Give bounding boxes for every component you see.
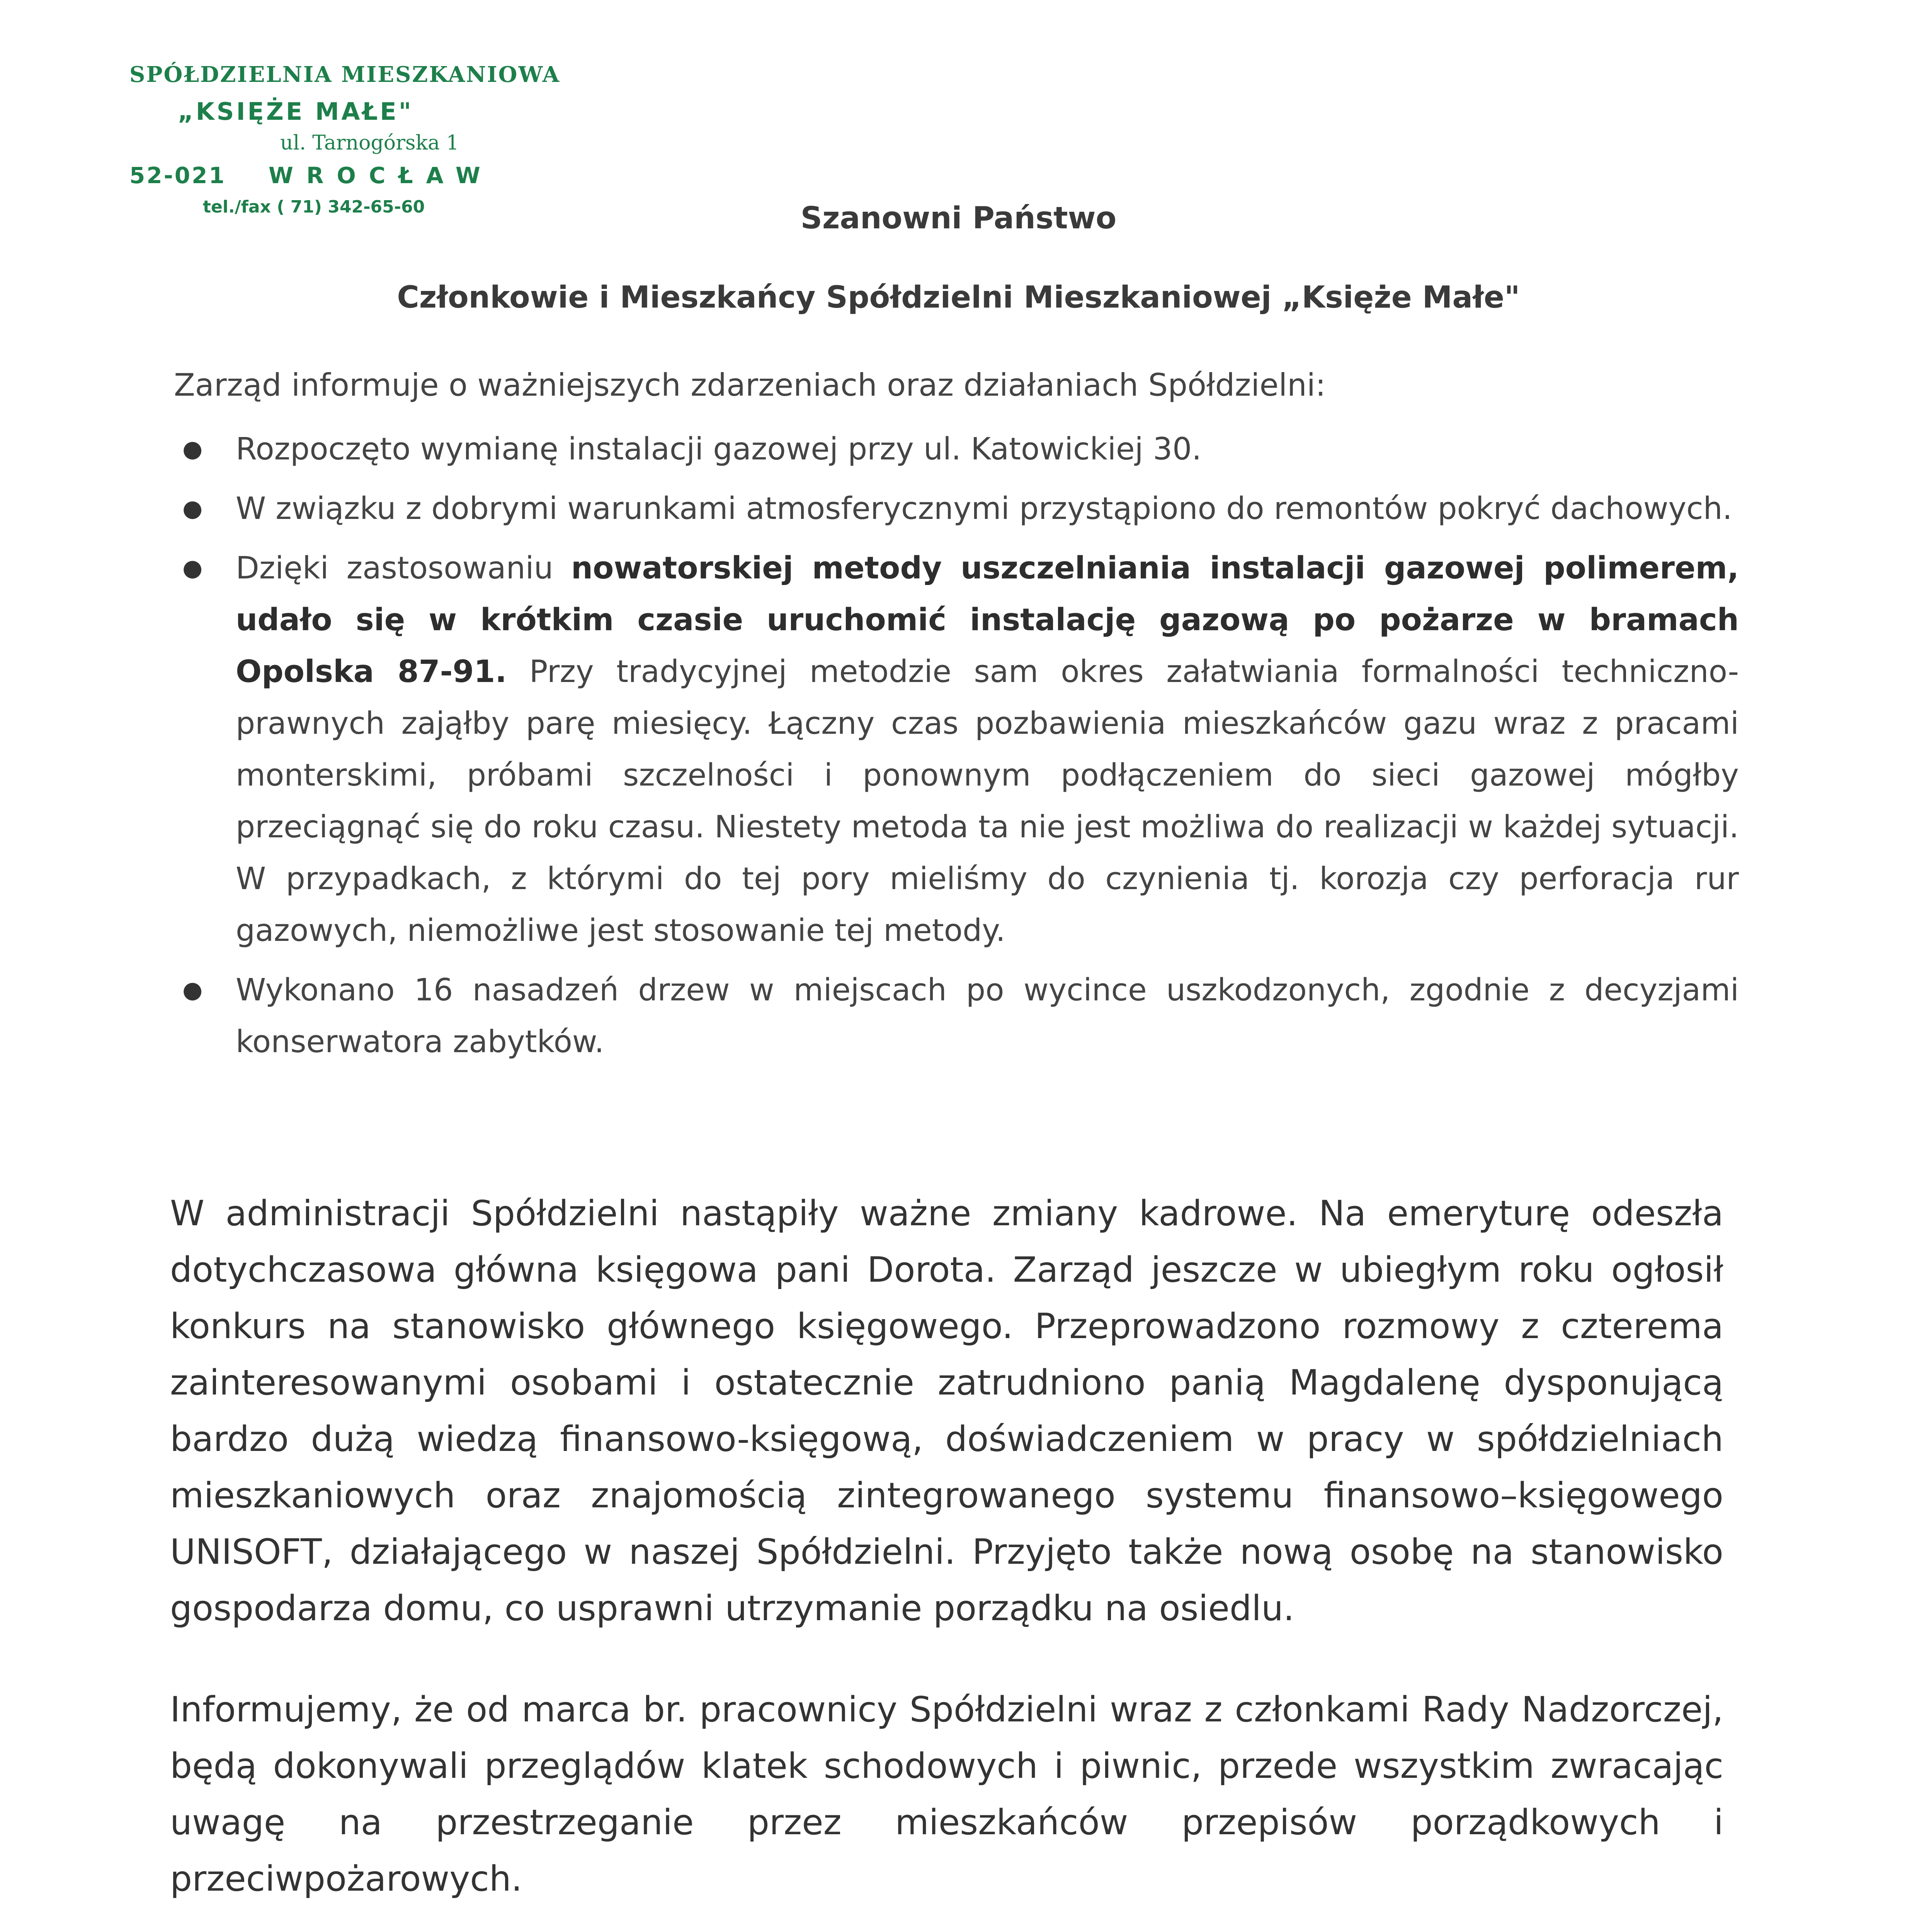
bullet-text-3-pre: Dzięki zastosowaniu [236,550,571,586]
bullet-icon: ● [182,495,203,522]
list-item [174,964,1739,1068]
greeting-subtitle: Członkowie i Mieszkańcy Spółdzielni Mieszkaniowej „Księże Małe" [397,280,1520,315]
stamp-line-2: „KSIĘŻE MAŁE" [178,97,413,126]
intro-text: Zarząd informuje o ważniejszych zdarzeniach oraz działaniach Spółdzielni: [174,367,1326,403]
bullet-list [174,423,1739,1075]
stamp-line-1: SPÓŁDZIELNIA MIESZKANIOWA [129,62,561,87]
stamp-phone: tel./fax ( 71) 342-65-60 [203,197,425,217]
list-item [174,483,1739,534]
bullet-text-2: W związku z dobrymi warunkami atmosferycznymi przystąpiono do remontów pokryć dachowych. [236,491,1732,526]
paragraph-repairs [170,1924,1723,1932]
bullet-text-1: Rozpoczęto wymianę instalacji gazowej przy ul. Katowickiej 30. [236,431,1202,467]
bullet-icon: ● [182,554,203,582]
list-item [174,542,1739,956]
bullet-text-4: Wykonano 16 nasadzeń drzew w miejscach po wycince uszkodzonych, zgodnie z decyzjami konserwatora zabytków. [236,972,1739,1060]
greeting-title: Szanowni Państwo [800,201,1117,236]
bullet-icon: ● [182,976,203,1003]
bullet-text-3-post: Przy tradycyjnej metodzie sam okres załatwiania formalności techniczno-prawnych zająłby parę miesięcy. Łączny czas pozbawienia mieszkańców gazu wraz z pracami monterskimi, próbami szczelności i ponownym podłączeniem do sieci gazowej mógłby przeciągnąć się do roku czasu. Niestety metoda ta nie jest możliwa do realizacji w każdej sytuacji. W przypadkach, z którymi do tej pory mieliśmy do czynienia tj. korozja czy perforacja rur gazowych, niemożliwe jest stosowanie tej metody. [236,654,1739,948]
stamp-street: ul. Tarnogórska 1 [280,131,459,155]
paragraph-inspections: Informujemy, że od marca br. pracownicy Spółdzielni wraz z członkami Rady Nadzorczej, będą dokonywali przeglądów klatek schodowych i piwnic, przede wszystkim zwracając uwagę na przestrzeganie przez mieszkańców przepisów porządkowych i przeciwpożarowych. [170,1689,1723,1899]
list-item [174,423,1739,475]
bullet-icon: ● [182,435,203,463]
stamp-postcode: 52-021 [129,162,226,189]
bullet-text-3-bold: nowatorskiej metody uszczelniania instalacji gazowej polimerem, udało się w krótkim czasie uruchomić instalację gazową po pożarze w bramach Opolska 87-91. [236,550,1739,689]
stamp-city: WROCŁAW [268,162,493,189]
paragraph-staff-changes: W administracji Spółdzielni nastąpiły ważne zmiany kadrowe. Na emeryturę odeszła dotychczasowa główna księgowa pani Dorota. Zarząd jeszcze w ubiegłym roku ogłosił konkurs na stanowisko głównego księgowego. Przeprowadzono rozmowy z czterema zainteresowanymi osobami i ostatecznie zatrudniono panią Magdalenę dysponującą bardzo dużą wiedzą finansowo-księgową, doświadczeniem w pracy w spółdzielniach mieszkaniowych oraz znajomością zintegrowanego systemu finansowo–księgowego UNISOFT, działającego w naszej Spółdzielni. Przyjęto także nową osobę na stanowisko gospodarza domu, co usprawni utrzymanie porządku na osiedlu. [170,1193,1723,1629]
stamp-city-line [129,162,493,189]
